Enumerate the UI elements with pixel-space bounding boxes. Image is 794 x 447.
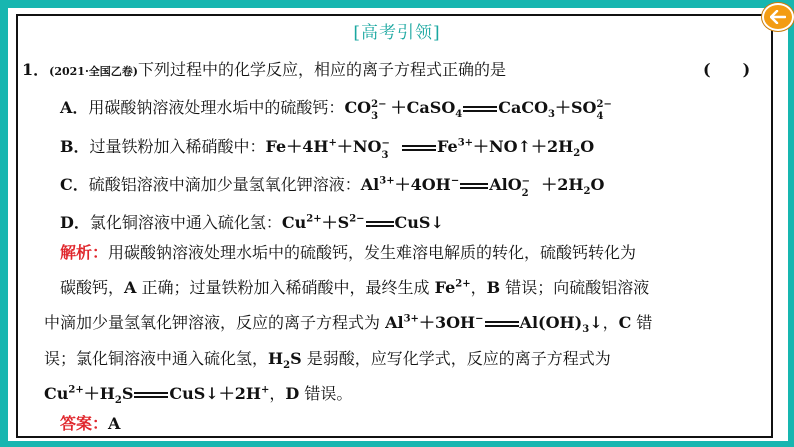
analysis-line-5 bbox=[44, 384, 353, 407]
analysis-text-2a: 碳酸钙， bbox=[60, 278, 125, 297]
option-b bbox=[60, 137, 595, 161]
option-a-equation: CO 2− 3 ＋CaSO$_4$ CaCO$_3$＋SO 2− 4 bbox=[344, 98, 612, 122]
option-a-text: 用碳酸钠溶液处理水垢中的硫酸钙： bbox=[88, 98, 345, 117]
section-title: [高考引领] bbox=[353, 23, 441, 43]
answer-line bbox=[60, 414, 120, 434]
option-d-label: D． bbox=[60, 213, 90, 232]
analysis-text-2c: 正确；过量铁粉加入稀硝酸中，最终生成 bbox=[136, 278, 435, 297]
frame-left bbox=[0, 0, 8, 447]
analysis-label: 解析： bbox=[60, 243, 109, 262]
analysis-equation-c: $Al^{3+}+3OH^-$ $Al(OH)_3↓$ bbox=[385, 313, 603, 336]
option-d-text: 氯化铜溶液中通入硫化氢： bbox=[89, 213, 282, 232]
analysis-h2s-s: S bbox=[290, 349, 302, 368]
analysis-h2s-h: H bbox=[268, 349, 284, 368]
analysis-text-3a: 中滴加少量氢氧化钾溶液，反应的离子方程式为 bbox=[44, 313, 386, 332]
question-stem bbox=[22, 60, 506, 82]
frame-bottom bbox=[0, 441, 794, 447]
option-c-equation: $Al^{3+}+4OH^-$ AlO − 2 $+2H_2O$ bbox=[360, 175, 605, 199]
answer-label: 答案： bbox=[60, 414, 109, 433]
option-b-equation: Fe＋4H+＋NO − 3 $Fe^{3+}+NO↑+2H_2O$ bbox=[265, 137, 595, 161]
analysis-text-5b: ， bbox=[269, 384, 286, 403]
analysis-equation-d: $Cu^{2+}+H_2S$ CuS↓＋2H+ bbox=[44, 384, 270, 407]
analysis-text-1: 用碳酸钠溶液处理水垢中的硫酸钙，发生难溶电解质的转化，硫酸钙转化为 bbox=[108, 243, 637, 262]
analysis-text-2g: 错误；向硫酸铝溶液 bbox=[500, 278, 650, 297]
analysis-text-2e: ， bbox=[470, 278, 487, 297]
option-b-label: B． bbox=[60, 137, 90, 156]
analysis-text-4a: 误；氯化铜溶液中通入硫化氢， bbox=[44, 349, 269, 368]
frame-right bbox=[788, 0, 794, 447]
option-c-label: C． bbox=[60, 175, 89, 194]
analysis-option-b: B bbox=[486, 278, 501, 297]
analysis-fe-ion: $Fe^{2+}$ bbox=[434, 278, 471, 297]
option-a bbox=[60, 98, 612, 122]
question-number: 1． bbox=[22, 60, 50, 79]
question-source: (2021·全国乙卷) bbox=[49, 65, 138, 78]
answer-blank: ( ) bbox=[703, 60, 751, 79]
analysis-text-3d: 错 bbox=[631, 313, 653, 332]
analysis-text-4d: 是弱酸，应写化学式，反应的离子方程式为 bbox=[301, 349, 611, 368]
option-d-equation: $Cu^{2+}+S^{2-}$ CuS↓ bbox=[281, 213, 444, 232]
analysis-line-4: 误；氯化铜溶液中通入硫化氢，$H_2S$ 是弱酸，应写化学式，反应的离子方程式为 bbox=[44, 349, 611, 372]
analysis-line-3 bbox=[44, 313, 653, 336]
analysis-option-c: C bbox=[618, 313, 632, 332]
analysis-text-3b: ， bbox=[602, 313, 619, 332]
analysis-line-1 bbox=[60, 243, 636, 263]
option-b-text: 过量铁粉加入稀硝酸中： bbox=[89, 137, 266, 156]
option-d bbox=[60, 213, 444, 233]
analysis-option-a: A bbox=[124, 278, 137, 297]
frame-top bbox=[0, 0, 794, 8]
analysis-text-5d: 错误。 bbox=[299, 384, 353, 403]
option-c bbox=[60, 175, 605, 199]
option-a-label: A． bbox=[60, 98, 89, 117]
answer-value: A bbox=[108, 414, 121, 433]
analysis-line-2 bbox=[60, 278, 649, 298]
question-text: 下列过程中的化学反应，相应的离子方程式正确的是 bbox=[138, 60, 507, 79]
option-c-text: 硫酸铝溶液中滴加少量氢氧化钾溶液： bbox=[88, 175, 361, 194]
analysis-option-d: D bbox=[285, 384, 300, 403]
